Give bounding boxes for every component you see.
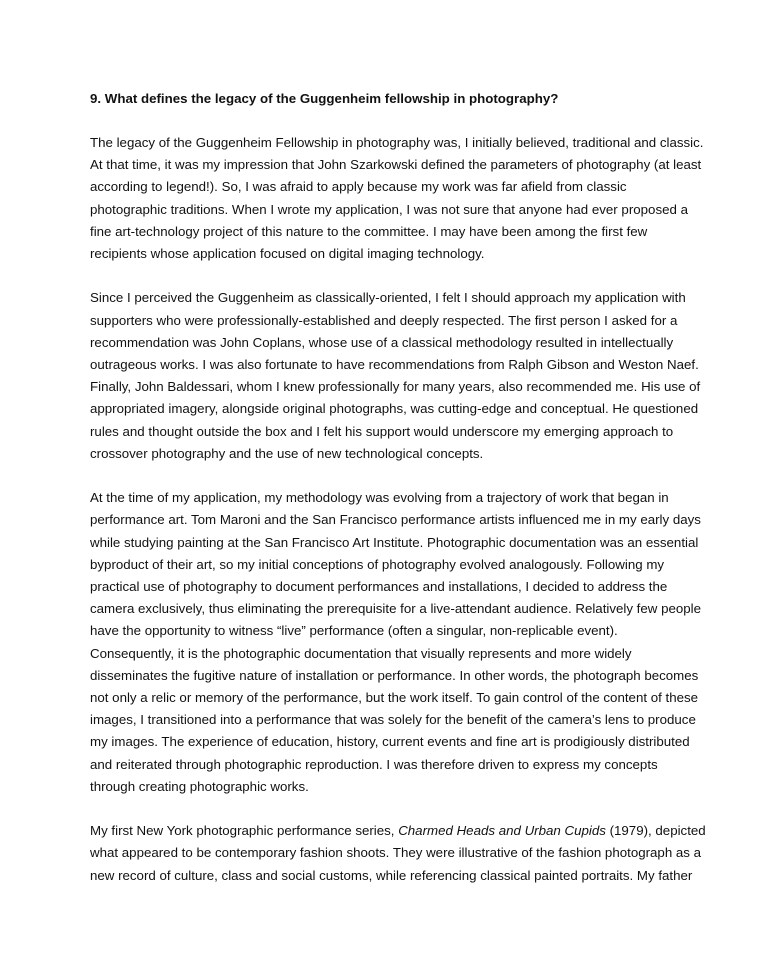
paragraph-methodology [90,487,702,798]
text-line: not only a relic or memory of the performance, but the work itself. To gain control of the content of these [90,690,699,706]
text-line: and reiterated through photographic reproduction. I was therefore driven to express my concepts [90,756,658,772]
question-heading: 9. What defines the legacy of the Guggenheim fellowship in photography? [90,91,559,106]
text-line: recipients whose application focused on digital imaging technology. [90,246,485,262]
text-line: camera exclusively, thus eliminating the prerequisite for a live-attendant audience. Relatively few people [90,601,702,617]
text-line: Finally, John Baldessari, whom I knew professionally for many years, also recommended me. His use of [90,379,701,395]
paragraph-legacy [90,132,704,265]
text-line: images, I transitioned into a performance that was solely for the benefit of the camera’s lens to produce [90,712,696,728]
text-line: my images. The experience of education, history, current events and fine art is prodigiously distributed [90,734,690,750]
text-line: supporters who were professionally-established and deeply respected. The first person I asked for a [90,312,678,328]
text-line: have the opportunity to witness “live” performance (often a singular, non-replicable event). [90,623,618,639]
text-line: photographic traditions. When I wrote my application, I was not sure that anyone had ever proposed a [90,201,688,217]
text-line: what appeared to be contemporary fashion shoots. They were illustrative of the fashion photograph as a [90,845,702,861]
text-line: outrageous works. I was also fortunate to have recommendations from Ralph Gibson and Weston Naef. [90,357,699,373]
text-line: At the time of my application, my methodology was evolving from a trajectory of work that began in [90,490,669,506]
text-line: fine art-technology project of this nature to the committee. I may have been among the first few [90,223,648,239]
text-line [90,820,706,842]
text-line: Consequently, it is the photographic documentation that visually represents and more widely [90,645,632,661]
text-line: practical use of photography to document performances and installations, I decided to address the [90,579,668,595]
text-line: recommendation was John Coplans, whose use of a classical methodology resulted in intellectually [90,334,674,350]
text-run: (1979), depicted [605,823,706,839]
text-line: byproduct of their art, so my initial conceptions of photography evolved analogously. Following my [90,556,665,572]
text-line: At that time, it was my impression that John Szarkowski defined the parameters of photography (at least [90,157,702,173]
text-line: performance art. Tom Maroni and the San Francisco performance artists influenced me in my early days [90,512,701,528]
text-line: through creating photographic works. [90,778,309,794]
text-line: appropriated imagery, alongside original photographs, was cutting-edge and conceptual. He questioned [90,401,699,417]
paragraph-supporters [90,287,701,465]
document-page [90,88,706,909]
text-line: disseminates the fugitive nature of installation or performance. In other words, the photograph becomes [90,667,699,683]
series-title: Charmed Heads and Urban Cupids [398,823,606,839]
text-line: according to legend!). So, I was afraid to apply because my work was far afield from classic [90,179,627,195]
text-run: My first New York photographic performance series, [90,823,399,839]
text-line: The legacy of the Guggenheim Fellowship in photography was, I initially believed, traditional and classic. [90,135,704,150]
text-line: rules and thought outside the box and I felt his support would underscore my emerging approach to [90,423,674,439]
text-line: Since I perceived the Guggenheim as classically-oriented, I felt I should approach my application with [90,290,686,306]
text-line: crossover photography and the use of new technological concepts. [90,445,484,461]
text-line: while studying painting at the San Francisco Art Institute. Photographic documentation was an essential [90,534,699,550]
text-line: new record of culture, class and social customs, while referencing classical painted portraits. My father [90,867,693,883]
paragraph-first-series [90,820,706,887]
